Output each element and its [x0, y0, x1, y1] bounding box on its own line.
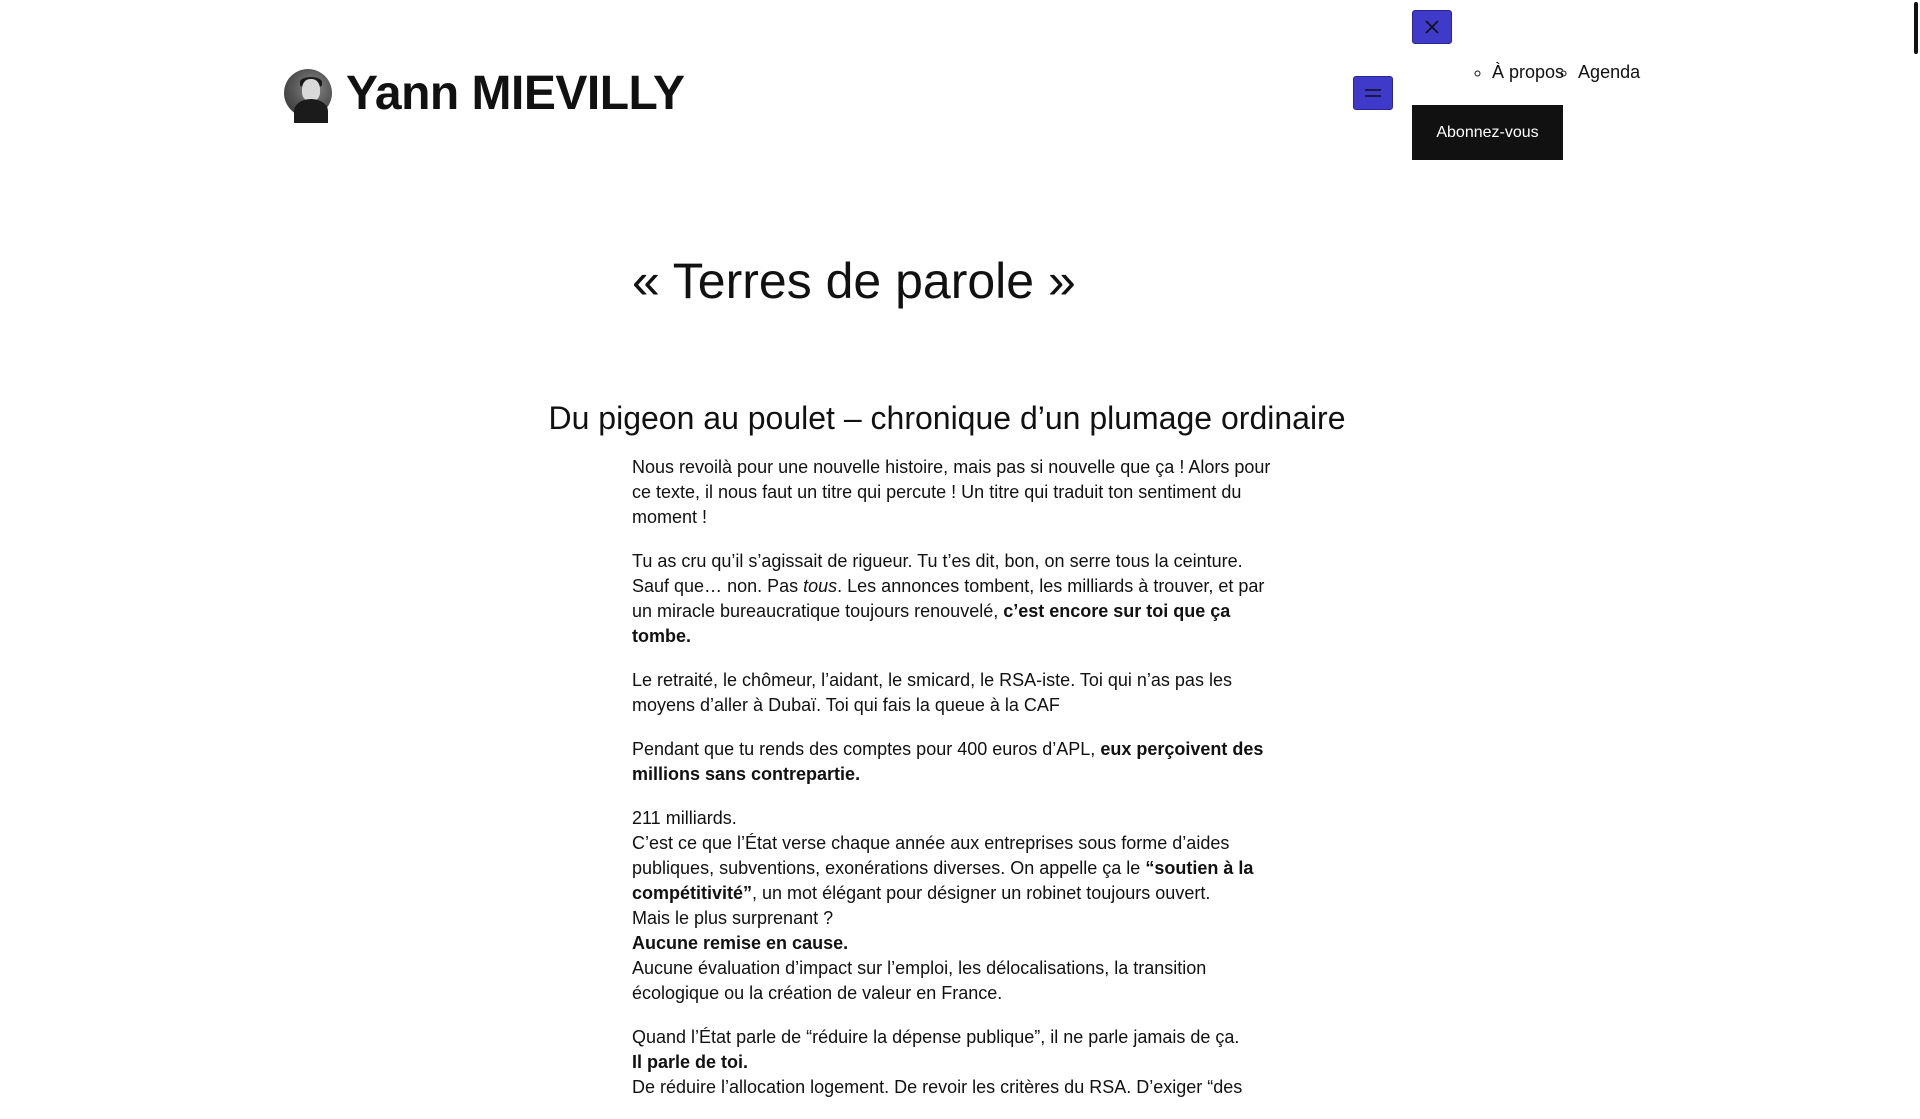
paragraph-2-emphasis: tous	[803, 576, 838, 596]
scrollbar-thumb[interactable]	[1914, 2, 1918, 54]
subscribe-button[interactable]: Abonnez-vous	[1412, 105, 1563, 160]
site-header	[284, 62, 684, 124]
paragraph-2-strong: c’est encore sur toi que ça tombe.	[632, 601, 1231, 646]
paragraph-5-line-2-a: C’est ce que l’État verse chaque année aux entreprises sous forme d’aides publiques, subventions, exonérations diverses. On appelle ça le	[632, 833, 1230, 878]
nav-item-a-propos	[1492, 62, 1564, 83]
paragraph-5-line-2-strong: “soutien à la compétitivité”	[632, 858, 1254, 903]
paragraph-4	[632, 737, 1282, 787]
paragraph-5-line-1: 211 milliards.	[632, 808, 737, 828]
paragraph-5-line-2-b: , un mot élégant pour désigner un robinet toujours ouvert.	[752, 883, 1211, 903]
paragraph-2-text-b: . Les annonces tombent, les milliards à trouver, et par un miracle bureaucratique toujours renouvelé,	[632, 576, 1265, 621]
close-icon	[1423, 18, 1441, 36]
nav-link-a-propos[interactable]: À propos	[1492, 62, 1565, 82]
hamburger-menu-icon	[1363, 87, 1383, 99]
nav-link-agenda[interactable]: Agenda	[1578, 62, 1641, 82]
scrollbar-track[interactable]	[1912, 0, 1920, 1080]
menu-open-button[interactable]	[1353, 76, 1393, 110]
paragraph-6-line-3: De réduire l’allocation logement. De revoir les critères du RSA. D’exiger “des	[632, 1077, 1243, 1097]
avatar-body	[294, 99, 328, 123]
paragraph-4-strong: eux perçoivent des millions sans contrepartie.	[632, 739, 1264, 784]
paragraph-2-text-a: Tu as cru qu’il s’agissait de rigueur. Tu t’es dit, bon, on serre tous la ceinture. Sauf que… non. Pas	[632, 551, 1243, 596]
avatar-head	[302, 79, 320, 101]
avatar[interactable]	[284, 69, 332, 117]
post-title-link[interactable]: Du pigeon au poulet – chronique d’un plumage ordinaire	[548, 400, 1346, 436]
paragraph-5	[632, 806, 1282, 1006]
paragraph-2	[632, 549, 1282, 649]
paragraph-5-line-5: Aucune évaluation d’impact sur l’emploi, les délocalisations, la transition écologique ou la création de valeur en France.	[632, 958, 1207, 1003]
site-title[interactable]: Yann MIEVILLY	[346, 66, 685, 120]
article-body	[632, 455, 1282, 1119]
paragraph-6	[632, 1025, 1282, 1100]
paragraph-4-text: Pendant que tu rends des comptes pour 400 euros d’APL,	[632, 739, 1101, 759]
paragraph-5-line-3: Mais le plus surprenant ?	[632, 908, 834, 928]
paragraph-1: Nous revoilà pour une nouvelle histoire, mais pas si nouvelle que ça ! Alors pour ce texte, il nous faut un titre qui percute ! Un titre qui traduit ton sentiment du moment !	[632, 457, 1271, 527]
nav-list	[1478, 62, 1640, 83]
post-title	[0, 400, 1908, 437]
paragraph-6-line-1: Quand l’État parle de “réduire la dépense publique”, il ne parle jamais de ça.	[632, 1027, 1240, 1047]
paragraph-6-line-2: Il parle de toi.	[632, 1052, 749, 1072]
page-title: « Terres de parole »	[632, 253, 1076, 309]
menu-close-button[interactable]	[1412, 10, 1452, 44]
paragraph-3: Le retraité, le chômeur, l’aidant, le smicard, le RSA-iste. Toi qui n’as pas les moyens d’aller à Dubaï. Toi qui fais la queue à la CAF	[632, 670, 1232, 715]
paragraph-5-line-4: Aucune remise en cause.	[632, 933, 849, 953]
nav-item-agenda	[1578, 62, 1640, 83]
